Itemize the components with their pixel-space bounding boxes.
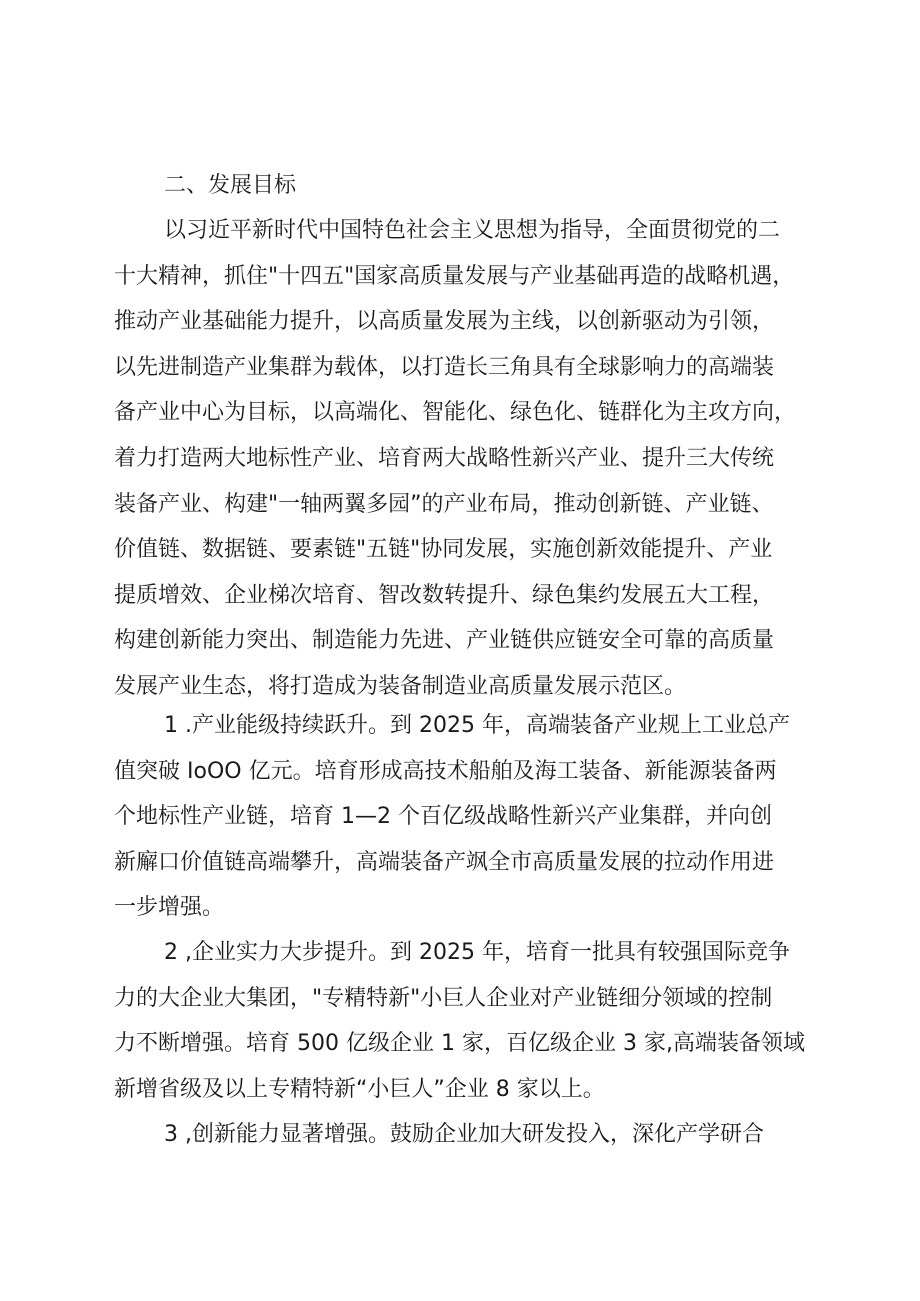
text-line: 着力打造两大地标性产业、培育两大战略性新兴产业、提升三大传统: [114, 445, 775, 471]
text-line: 以习近平新时代中国特色社会主义思想为指导，全面贯彻党的二: [164, 218, 781, 243]
text-line: 新廨口价值链高端攀升，高端装备产飒全市高质量发展的拉动作用进: [114, 849, 775, 875]
text-line: 力不断增强。培育 500 亿级企业 1 家，百亿级企业 3 家,高端装备领域: [114, 1031, 805, 1057]
text-line: 推动产业基础能力提升，以高质量发展为主线，以创新驱动为引领，: [114, 309, 775, 335]
text-line: 装备产业、构建"一轴两翼多园”的产业布局，推动创新链、产业链、: [114, 491, 774, 517]
goal-overview-paragraph: [114, 208, 834, 710]
goal-item-2-paragraph: [114, 930, 834, 1112]
text-line: 提质增效、企业梯次培育、智改数转提升、绿色集约发展五大工程，: [114, 582, 775, 608]
text-line: 以先进制造产业集群为载体，以打造长三角具有全球影响力的高端装: [114, 354, 775, 380]
goal-item-1-paragraph: [114, 703, 834, 931]
text-line: 2 ,企业实力大步提升。到 2025 年，培育一批具有较强国际竞争: [164, 940, 790, 965]
text-line: 一步增强。: [114, 895, 225, 921]
text-line: 价值链、数据链、要素链"五链"协同发展，实施创新效能提升、产业: [114, 537, 773, 563]
text-line: 3 ,创新能力显著增强。鼓励企业加大研发投入，深化产学研合: [164, 1122, 764, 1147]
text-line: 构建创新能力突出、制造能力先进、产业链供应链安全可靠的高质量: [114, 628, 775, 654]
text-line: 力的大企业大集团，"专精特新"小巨人企业对产业链细分领域的控制: [114, 985, 773, 1011]
text-line: 十大精神，抓住"十四五"国家高质量发展与产业基础再造的战略机遇，: [114, 263, 795, 289]
text-line: 值突破 IoOO 亿元。培育形成高技术船舶及海工装备、新能源装备两: [114, 758, 777, 784]
text-line: 发展产业生态，将打造成为装备制造业高质量发展示范区。: [114, 673, 687, 699]
goal-item-3-paragraph: [114, 1112, 834, 1158]
text-line: 备产业中心为目标，以高端化、智能化、绿色化、链群化为主攻方向，: [114, 400, 797, 426]
text-line: 个地标性产业链，培育 1—2 个百亿级战略性新兴产业集群，并向创: [114, 804, 772, 830]
text-line: 1 .产业能级持续跃升。到 2025 年，高端装备产业规上工业总产: [164, 713, 790, 738]
section-heading: 二、发展目标: [164, 173, 297, 198]
text-line: 新增省级及以上专精特新“小巨人”企业 8 家以上。: [114, 1076, 605, 1102]
